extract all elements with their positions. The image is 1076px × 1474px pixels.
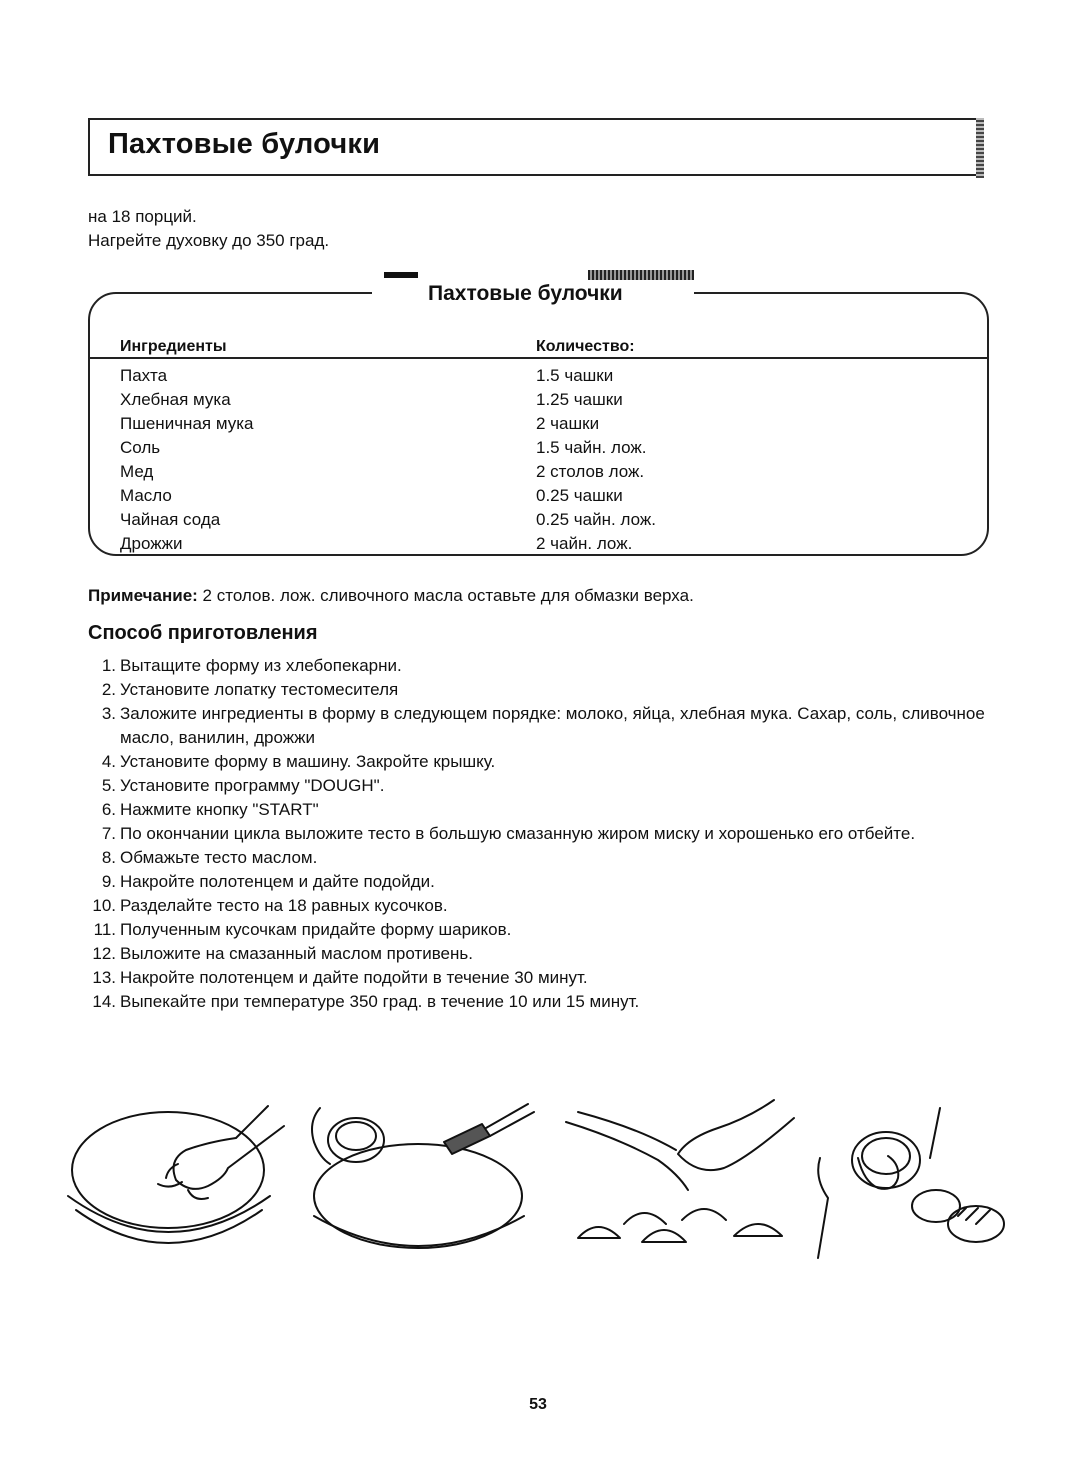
header-rule [90,357,988,359]
ingredient-cell: Пахта [120,366,168,385]
butter-cup-inner [336,1122,376,1150]
quantity-cell: 0.25 чайн. лож. [536,510,656,529]
step-text: Накройте полотенцем и дайте подойди. [120,872,435,891]
method-title: Способ приготовления [88,622,318,644]
right-hand [678,1100,794,1170]
note-text: 2 столов. лож. сливочного масла оставьте для обмазки верха. [197,586,694,605]
step-number: 13. [92,968,116,987]
list-item [86,702,1006,750]
caption-bar-left-decoration [384,272,418,278]
table-row [0,388,1076,412]
step-text: Выложите на смазанный маслом противень. [120,944,473,963]
illustrations [58,1098,1018,1268]
list-item [86,654,1006,678]
ingredient-cell: Пшеничная мука [120,414,254,433]
page-number: 53 [529,1396,547,1413]
hand-line [312,1108,330,1164]
shape-balls-illustration [566,1100,794,1242]
note [88,586,694,606]
step-number: 1. [101,656,116,675]
table-row [0,412,1076,436]
bowl-edge [76,1210,262,1243]
list-item [86,774,1006,798]
quantity-cell: 2 столов лож. [536,462,645,481]
list-item [86,750,1006,774]
step-number: 11. [93,920,116,939]
step-number: 12. [92,944,116,963]
ingredient-cell: Дрожжи [120,534,183,553]
list-item [86,822,1006,846]
punch-dough-illustration [68,1106,284,1243]
bowl-rim [72,1112,264,1228]
list-item [86,798,1006,822]
step-number: 8. [101,848,116,867]
butter-cup-inner [862,1138,910,1174]
step-text: Выпекайте при температуре 350 град. в течение 10 или 15 минут. [120,992,640,1011]
list-item [86,870,1006,894]
quantity-cell: 1.5 чашки [536,366,614,385]
step-text: Установите программу "DOUGH". [120,776,385,795]
list-item [86,894,1006,918]
list-item [86,918,1006,942]
list-item [86,942,1006,966]
dough-ball [682,1209,726,1220]
quantity-cell: 2 чашки [536,414,600,433]
bun [912,1190,960,1222]
ingredient-cell: Масло [120,486,172,505]
table-row [0,436,1076,460]
table-caption: Пахтовые булочки [428,282,623,305]
step-text: Установите лопатку тестомесителя [120,680,399,699]
dough-ball [624,1213,666,1224]
list-item [86,678,1006,702]
list-item [86,966,1006,990]
step-number: 14. [92,992,116,1011]
step-number: 7. [101,824,116,843]
ingredient-cell: Мед [120,462,154,481]
bowl-body [314,1216,524,1246]
quantity-cell: 0.25 чашки [536,486,623,505]
title-box [88,118,984,176]
quantity-header: Количество: [536,338,635,355]
servings-text: на 18 порций. [88,207,197,226]
table-caption-wrap [372,270,694,314]
ingredients-header: Ингредиенты [120,338,227,355]
step-number: 10. [92,896,116,915]
list-item [86,990,1006,1014]
left-hand [566,1112,688,1190]
step-number: 2. [101,680,116,699]
quantity-cell: 1.25 чашки [536,390,623,409]
table-row [0,508,1076,532]
ingredients-rows [0,364,1076,556]
brush-butter-illustration [312,1104,534,1248]
ingredient-cell: Соль [120,438,161,457]
step-number: 5. [101,776,116,795]
note-label: Примечание: [88,586,198,605]
butter-strokes [958,1208,990,1224]
oven-text: Нагрейте духовку до 350 град. [88,231,330,250]
page-title: Пахтовые булочки [108,128,381,160]
table-row [0,460,1076,484]
bowl-body [68,1196,270,1232]
dough-ball [734,1224,782,1236]
step-text: Вытащите форму из хлебопекарни. [120,656,402,675]
dough-ball [642,1230,686,1242]
ingredient-cell: Хлебная мука [120,390,231,409]
step-text: Обмажьте тесто маслом. [120,848,318,867]
intro [88,205,329,253]
steps-list [86,654,1006,1014]
step-text: Накройте полотенцем и дайте подойти в течение 30 минут. [120,968,588,987]
table-row [0,484,1076,508]
step-text: Нажмите кнопку "START" [120,800,319,819]
step-text: По окончании цикла выложите тесто в большую смазанную жиром миску и хорошенько его отбейте. [120,824,916,843]
butter-buns-illustration [818,1108,1004,1258]
ingredient-cell: Чайная сода [120,510,221,529]
step-text: Установите форму в машину. Закройте крышку. [120,752,496,771]
dough-lines [158,1164,208,1199]
dough-ball [578,1227,620,1238]
hand-fist [174,1106,284,1189]
brush-handle [486,1104,534,1136]
quantity-cell: 1.5 чайн. лож. [536,438,647,457]
step-number: 9. [101,872,116,891]
step-number: 4. [101,752,116,771]
table-row [0,532,1076,556]
step-number: 3. [101,704,116,723]
step-number: 6. [101,800,116,819]
caption-bar-right-decoration [588,270,694,280]
title-shade-decoration [976,118,984,178]
table-row [0,364,1076,388]
quantity-cell: 2 чайн. лож. [536,534,633,553]
step-text: Разделайте тесто на 18 равных кусочков. [120,896,448,915]
hand-lines [818,1108,940,1258]
step-text: Заложите ингредиенты в форму в следующем порядке: молоко, яйца, хлебная мука. Сахар, соль, сливочное масло, ванилин, дрожжи [120,704,985,747]
step-text: Полученным кусочкам придайте форму шариков. [120,920,512,939]
list-item [86,846,1006,870]
